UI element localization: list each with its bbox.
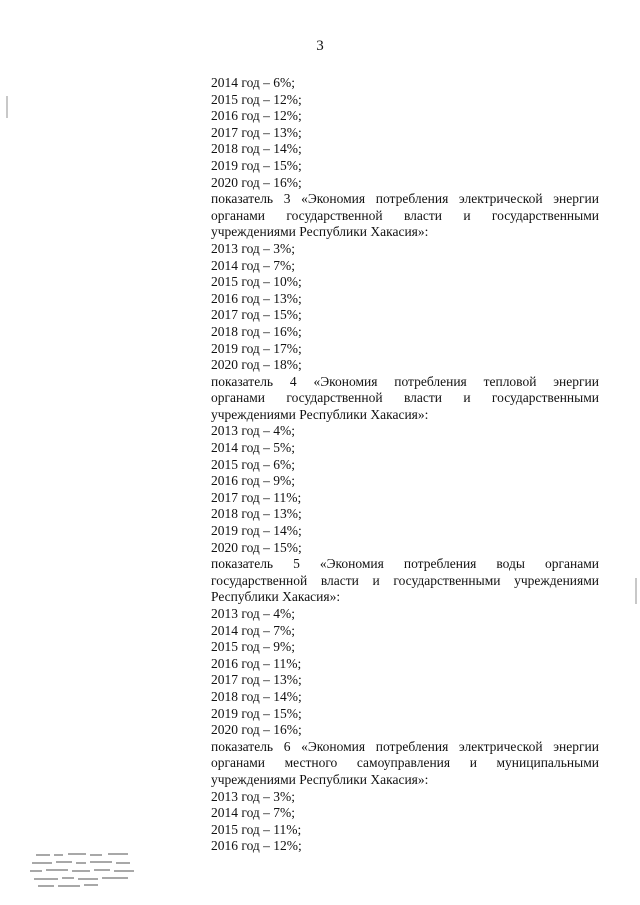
year-line: 2020 год – 15%; (211, 539, 302, 555)
indicator-4-heading (211, 374, 599, 424)
year-line: 2019 год – 14%; (211, 523, 302, 539)
year-line: 2017 год – 13%; (211, 672, 302, 688)
year-line: 2019 год – 15%; (211, 157, 302, 173)
year-line: 2013 год – 4%; (211, 423, 296, 439)
year-line: 2018 год – 14%; (211, 688, 302, 704)
year-line: 2018 год – 16%; (211, 323, 302, 339)
document-body (211, 75, 599, 855)
year-line: 2020 год – 16%; (211, 722, 302, 738)
indicator-6-heading (211, 739, 599, 789)
year-line: 2013 год – 4%; (211, 606, 296, 621)
year-line: 2015 год – 9%; (211, 639, 296, 655)
year-line: 2019 год – 17%; (211, 340, 302, 356)
year-line: 2016 год – 11%; (211, 655, 302, 671)
year-line: 2015 год – 10%; (211, 274, 302, 290)
year-line: 2014 год – 7%; (211, 622, 296, 638)
year-line: 2017 год – 13%; (211, 124, 302, 140)
year-line: 2016 год – 9%; (211, 473, 296, 489)
year-line: 2019 год – 15%; (211, 705, 302, 721)
year-line: 2014 год – 7%; (211, 257, 296, 273)
year-line: 2013 год – 3%; (211, 788, 296, 804)
heading-line: органами государственной власти и государственными (211, 390, 599, 406)
scan-margin-mark (635, 578, 637, 604)
year-line: 2018 год – 14%; (211, 141, 302, 157)
year-line: 2015 год – 6%; (211, 456, 296, 472)
registration-stamp-image (28, 852, 140, 890)
year-line: 2016 год – 12%; (211, 108, 302, 124)
indicator-3-heading (211, 191, 599, 241)
heading-line: органами местного самоуправления и муниципальными (211, 755, 599, 771)
year-line: 2014 год – 7%; (211, 805, 296, 821)
year-line: 2016 год – 13%; (211, 290, 302, 306)
heading-line: показатель 6 «Экономия потребления электрической энергии (211, 738, 599, 754)
year-line: 2014 год – 5%; (211, 440, 296, 456)
heading-line: органами государственной власти и государственными (211, 207, 599, 223)
year-line: 2015 год – 11%; (211, 821, 302, 837)
year-line: 2017 год – 15%; (211, 307, 302, 323)
heading-line: учреждениями Республики Хакасия»: (211, 224, 429, 240)
year-line: 2016 год – 12%; (211, 838, 302, 854)
year-line: 2014 год – 6%; (211, 75, 296, 90)
heading-line: показатель 4 «Экономия потребления тепловой энергии (211, 373, 599, 389)
scan-margin-mark (6, 96, 8, 118)
heading-line: учреждениями Республики Хакасия»: (211, 771, 429, 787)
indicator-5-heading (211, 556, 599, 606)
year-line: 2020 год – 16%; (211, 174, 302, 190)
heading-line: показатель 5 «Экономия потребления воды органами (211, 556, 599, 572)
heading-line: учреждениями Республики Хакасия»: (211, 406, 429, 422)
year-line: 2018 год – 13%; (211, 506, 302, 522)
year-line: 2013 год – 3%; (211, 240, 296, 256)
year-line: 2017 год – 11%; (211, 489, 302, 505)
heading-line: Республики Хакасия»: (211, 589, 341, 605)
heading-line: государственной власти и государственными учреждениями (211, 572, 599, 588)
year-line: 2015 год – 12%; (211, 91, 302, 107)
year-line: 2020 год – 18%; (211, 357, 302, 373)
page-number: 3 (316, 38, 324, 54)
heading-line: показатель 3 «Экономия потребления электрической энергии (211, 191, 599, 207)
